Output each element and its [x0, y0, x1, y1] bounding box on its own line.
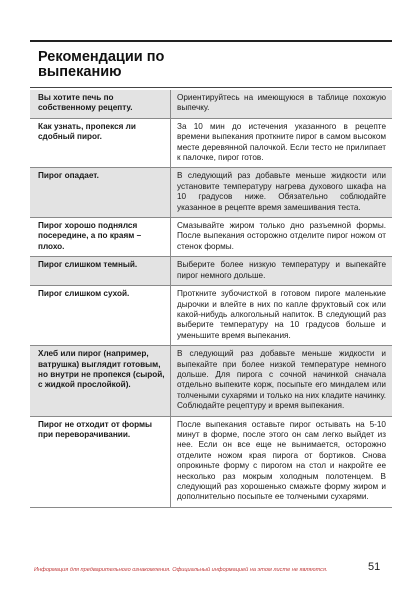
page-number: 51 [368, 561, 381, 573]
tip-row [30, 286, 392, 346]
tip-problem: Как узнать, пропекся ли сдобный пирог. [30, 118, 171, 168]
top-rule [30, 40, 392, 42]
tip-problem: Пирог не отходит от формы при переворачивании. [30, 416, 171, 507]
tip-solution: Смазывайте жиром только дно разъемной формы. После выпекания осторожно отделите пирог ножом от стенок формы. [171, 218, 393, 257]
tip-problem: Хлеб или пирог (например, ватрушка) выглядит готовым, но внутри не пропекся (сырой, с жидкой прослойкой). [30, 346, 171, 416]
tip-solution: За 10 мин до истечения указанного в рецепте времени выпекания проткните пирог в самом высоком месте деревянной палочкой. Если тесто не прилипает к палочке, пирог готов. [171, 118, 393, 168]
tip-solution: После выпекания оставьте пирог остывать на 5-10 минут в форме, после этого он сам легко выйдет из нее. Если он все еще не вынимается, осторожно отделите ножом края пирога от бортиков. Снова опрокиньте форму с пирогом на стол и накройте ее несколько раз мокрым холодным полотенцем. В следующий раз хорошенько смажьте форму жиром и дополнительно посыпьте ее толчеными сухарями. [171, 416, 393, 507]
tip-solution: Выберите более низкую температуру и выпекайте пирог немного дольше. [171, 257, 393, 286]
tip-problem: Пирог опадает. [30, 168, 171, 218]
tip-problem: Пирог слишком темный. [30, 257, 171, 286]
tip-problem: Пирог хорошо поднялся посередине, а по краям – плохо. [30, 218, 171, 257]
tip-solution: В следующий раз добавьте меньше жидкости и выпекайте при более низкой температуре немного дольше. Для пирога с сочной начинкой сначала отдельно выпеките корж, посыпьте его миндалем или толчеными сухарями и только на них кладите начинку. Соблюдайте рецептуру и время выпекания. [171, 346, 393, 416]
page-title: Рекомендации по выпеканию [38, 49, 165, 80]
baking-tips-table [30, 90, 392, 508]
tip-problem: Вы хотите печь по собственному рецепту. [30, 90, 171, 118]
footer-disclaimer: Информация для предварительного ознакомления. Официальный информацией на этом листе не являются. [34, 567, 328, 573]
tip-row [30, 257, 392, 286]
tip-row [30, 416, 392, 507]
tip-problem: Пирог слишком сухой. [30, 286, 171, 346]
title-rule [30, 87, 392, 88]
tip-solution: В следующий раз добавьте меньше жидкости или установите температуру нагрева духового шкафа на 10 градусов ниже. Обязательно соблюдайте указанное в рецепте время замешивания теста. [171, 168, 393, 218]
tip-row [30, 90, 392, 118]
tip-row [30, 346, 392, 416]
tip-row [30, 168, 392, 218]
tip-solution: Ориентируйтесь на имеющуюся в таблице похожую выпечку. [171, 90, 393, 118]
tip-solution: Проткните зубочисткой в готовом пироге маленькие дырочки и влейте в них по капле фруктовый сок или какой-нибудь алкогольный напиток. В следующий раз выберите температуру на 10 градусов больше и уменьшите время выпекания. [171, 286, 393, 346]
tip-row [30, 218, 392, 257]
tip-row [30, 118, 392, 168]
